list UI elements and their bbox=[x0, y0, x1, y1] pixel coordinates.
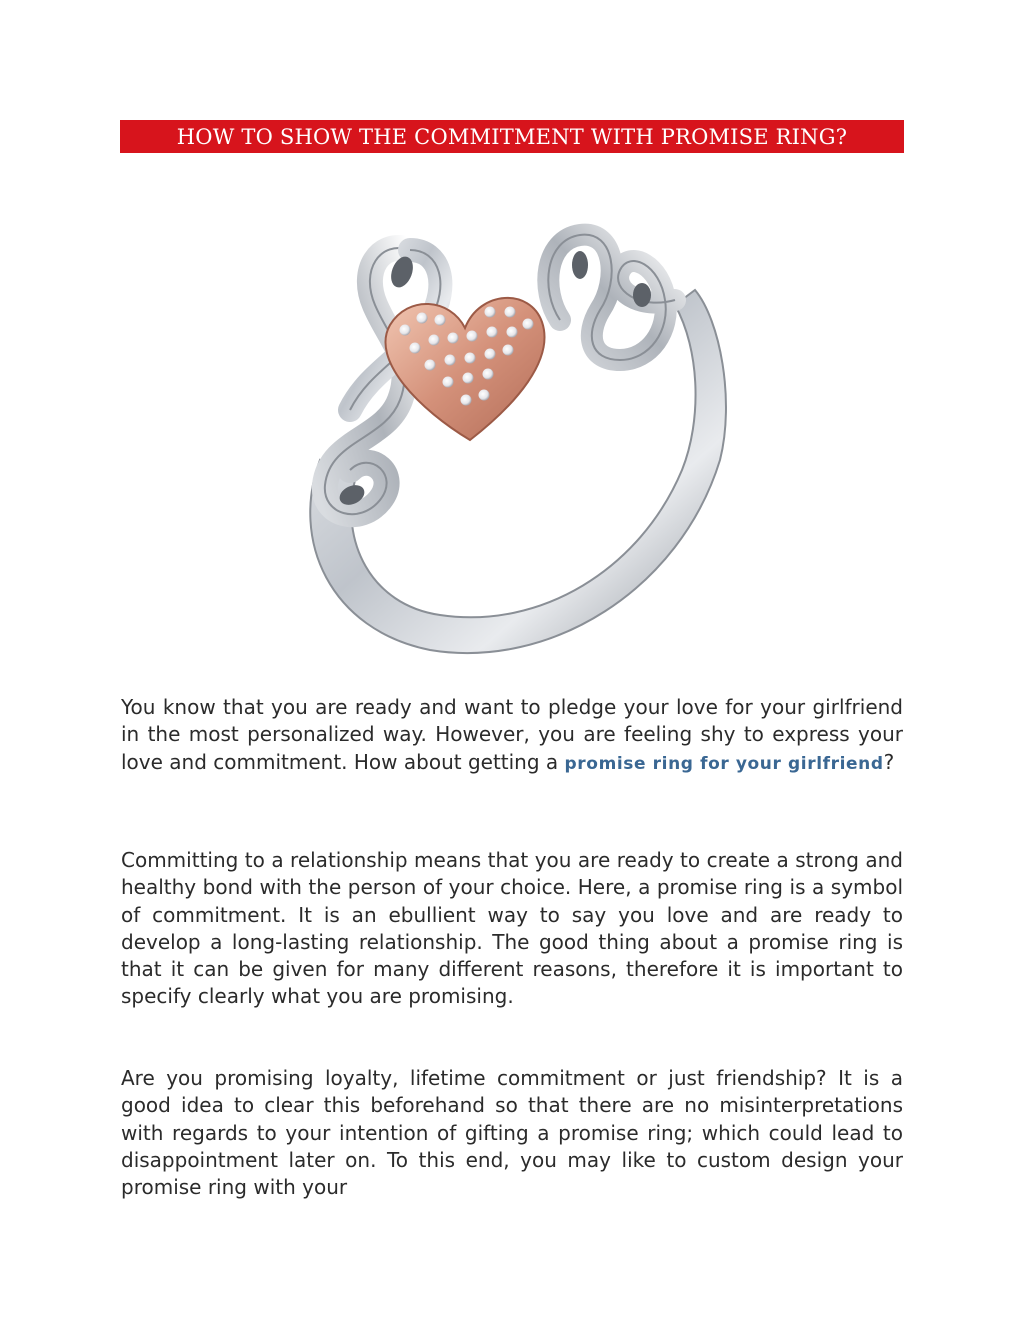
page-title bbox=[120, 120, 904, 153]
promising-paragraph: Are you promising loyalty, lifetime commitment or just friendship? It is a good idea to clear this beforehand so that there are no misinterpretations with regards to your intention of gifting a promise ring; which could lead to disappointment later on. To this end, you may like to custom design your promise ring with your bbox=[121, 1066, 903, 1200]
promise-ring-link[interactable]: promise ring for your girlfriend bbox=[564, 753, 884, 774]
intro-question-mark: ? bbox=[883, 749, 895, 774]
promise-ring-love-heart-image bbox=[290, 210, 740, 670]
intro-text: You know that you are ready and want to pledge your love for your girlfriend in the most personalized way. However, you are feeling shy to express your love and commitment. How about getting a bbox=[121, 695, 903, 774]
intro-paragraph bbox=[121, 694, 903, 778]
commitment-paragraph: Committing to a relationship means that you are ready to create a strong and healthy bond with the person of your choice. Here, a promise ring is a symbol of commitment. It is an ebullient way to say you love and are ready to develop a long-lasting relationship. The good thing about a promise ring is that it can be given for many different reasons, therefore it is important to specify clearly what you are promising. bbox=[121, 848, 903, 1009]
page-title-text: HOW TO SHOW THE COMMITMENT WITH PROMISE RING? bbox=[176, 124, 848, 149]
